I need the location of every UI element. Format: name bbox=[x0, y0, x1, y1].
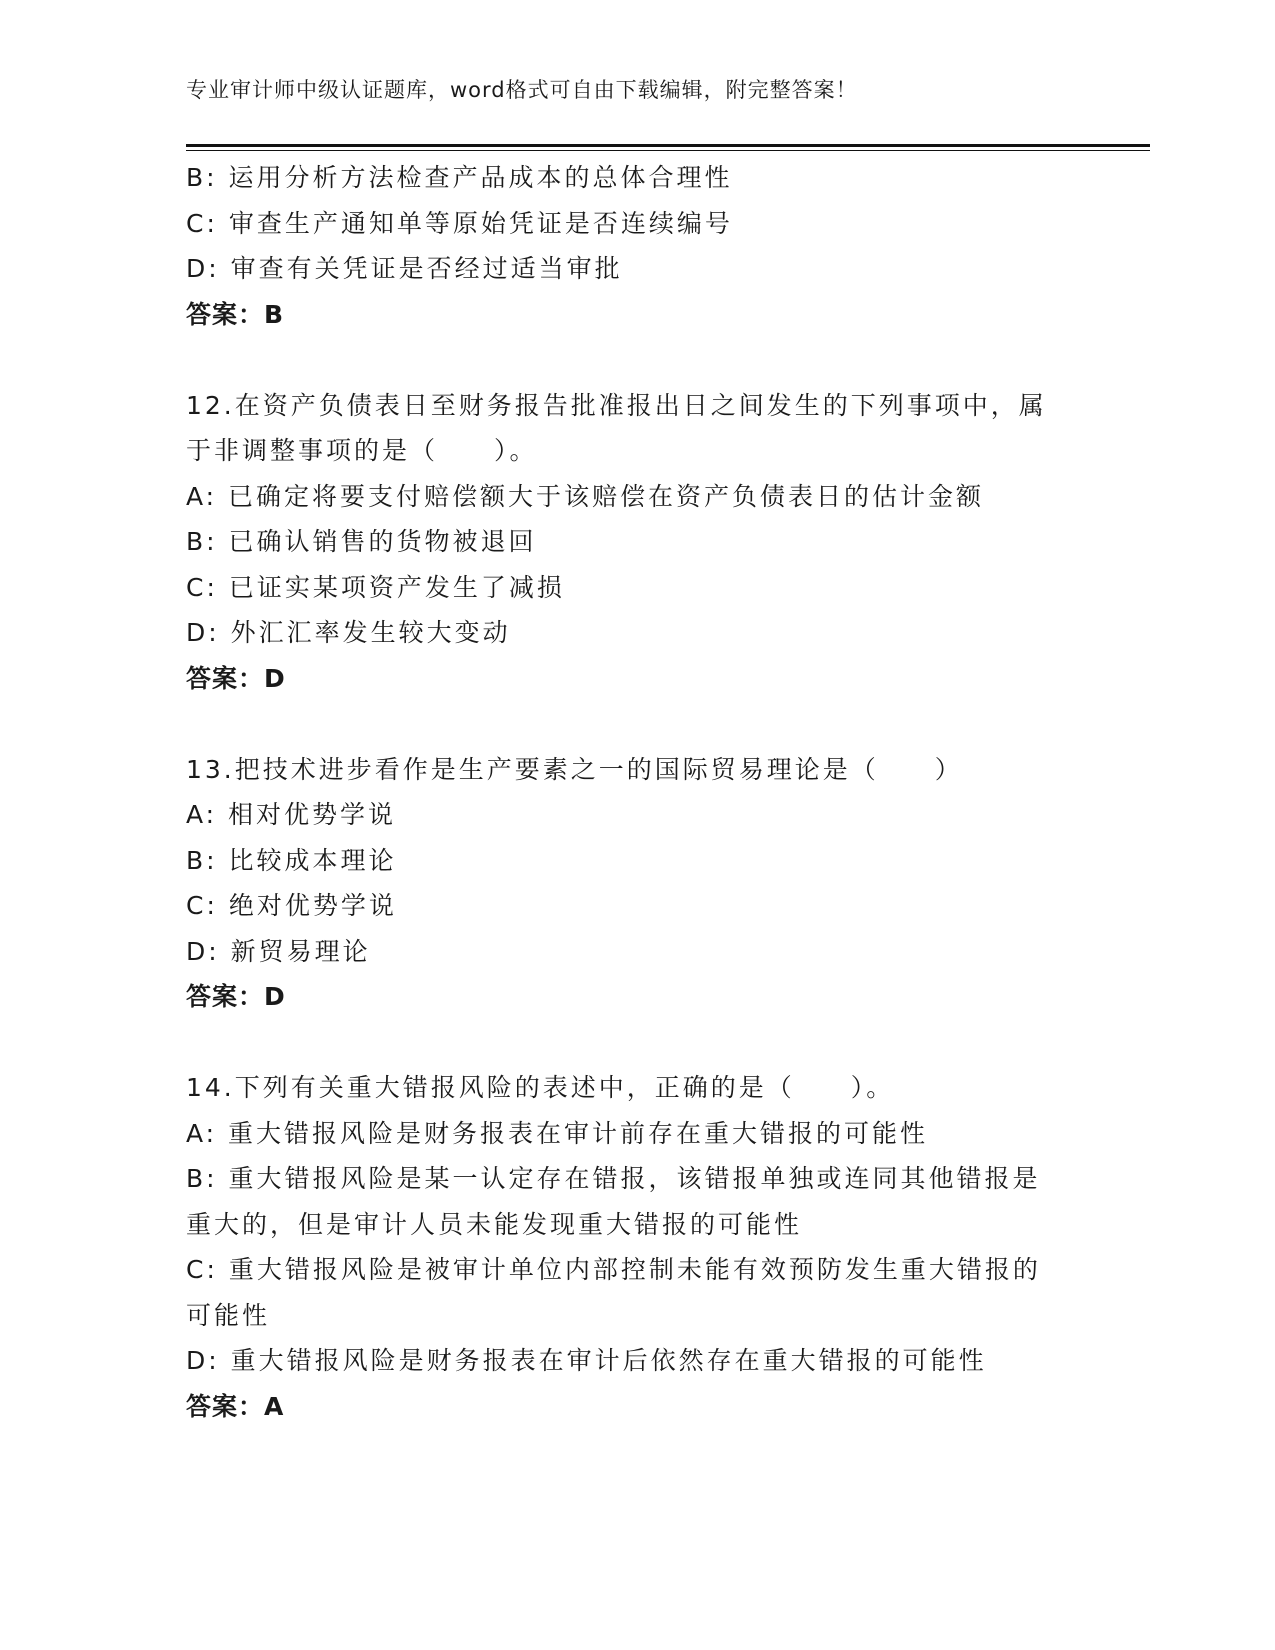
option-c: C: 审查生产通知单等原始凭证是否连续编号 bbox=[186, 208, 733, 238]
option-d: D: 重大错报风险是财务报表在审计后依然存在重大错报的可能性 bbox=[186, 1346, 987, 1375]
question-13 bbox=[186, 747, 1086, 1020]
page-header: 专业审计师中级认证题库，word格式可自由下载编辑，附完整答案！ bbox=[186, 78, 858, 102]
option-c: C: 已证实某项资产发生了减损 bbox=[186, 572, 565, 602]
spacer bbox=[186, 701, 1086, 747]
spacer bbox=[186, 1020, 1086, 1066]
question-14 bbox=[186, 1065, 1086, 1429]
option-d: D: 新贸易理论 bbox=[186, 936, 371, 966]
option-c: C: 重大错报风险是被审计单位内部控制未能有效预防发生重大错报的 bbox=[186, 1255, 1041, 1284]
option-b-continued: 重大的，但是审计人员未能发现重大错报的可能性 bbox=[186, 1209, 803, 1239]
question-stem: 13.把技术进步看作是生产要素之一的国际贸易理论是（ ） bbox=[186, 754, 963, 784]
option-d: D: 审查有关凭证是否经过适当审批 bbox=[186, 254, 623, 283]
option-c: C: 绝对优势学说 bbox=[186, 891, 397, 920]
answer: 答案：A bbox=[186, 1391, 285, 1421]
header-rule-thick bbox=[186, 144, 1150, 147]
question-11-continued bbox=[186, 155, 1086, 337]
option-a: A: 重大错报风险是财务报表在审计前存在重大错报的可能性 bbox=[186, 1118, 929, 1148]
question-12 bbox=[186, 383, 1086, 702]
answer: 答案：B bbox=[186, 299, 285, 329]
option-b: B: 重大错报风险是某一认定存在错报，该错报单独或连同其他错报是 bbox=[186, 1164, 1041, 1193]
spacer bbox=[186, 337, 1086, 383]
option-d: D: 外汇汇率发生较大变动 bbox=[186, 618, 511, 647]
option-b: B: 已确认销售的货物被退回 bbox=[186, 527, 537, 556]
option-b: B: 运用分析方法检查产品成本的总体合理性 bbox=[186, 163, 733, 192]
answer: 答案：D bbox=[186, 982, 286, 1011]
question-stem: 14.下列有关重大错报风险的表述中，正确的是（ ）。 bbox=[186, 1073, 895, 1102]
option-a: A: 已确定将要支付赔偿额大于该赔偿在资产负债表日的估计金额 bbox=[186, 481, 985, 511]
question-stem: 12.在资产负债表日至财务报告批准报出日之间发生的下列事项中，属 bbox=[186, 390, 1047, 420]
header-rule-thin bbox=[186, 150, 1150, 151]
question-content bbox=[186, 155, 1086, 1429]
question-stem: 于非调整事项的是（ ）。 bbox=[186, 436, 538, 465]
answer: 答案：D bbox=[186, 663, 286, 693]
option-c-continued: 可能性 bbox=[186, 1300, 271, 1330]
option-b: B: 比较成本理论 bbox=[186, 845, 397, 875]
option-a: A: 相对优势学说 bbox=[186, 800, 397, 829]
